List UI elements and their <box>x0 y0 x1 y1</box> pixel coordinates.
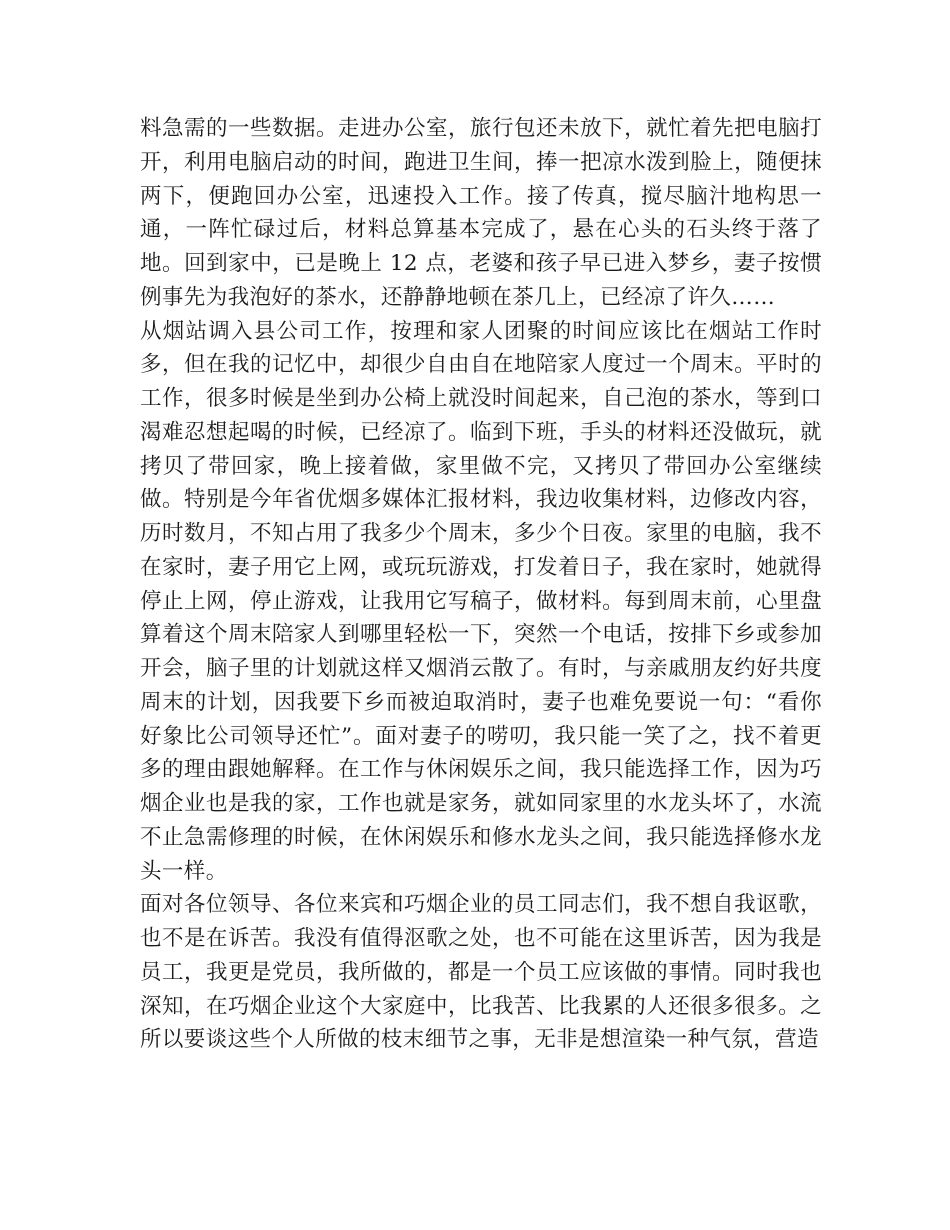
paragraph-1: 料急需的一些数据。走进办公室，旅行包还未放下，就忙着先把电脑打开，利用电脑启动的时间，跑进卫生间，捧一把凉水泼到脸上，随便抹两下，便跑回办公室，迅速投入工作。接了传真，搅尽脑汁地构思一通，一阵忙碌过后，材料总算基本完成了，悬在心头的石头终于落了地。回到家中，已是晚上 12 点，老婆和孩子早已进入梦乡，妻子按惯例事先为我泡好的茶水，还静静地顿在茶几上，已经凉了许久…… <box>140 116 822 310</box>
paragraph-2: 从烟站调入县公司工作，按理和家人团聚的时间应该比在烟站工作时多，但在我的记忆中，却很少自由自在地陪家人度过一个周末。平时的工作，很多时候是坐到办公椅上就没时间起来，自己泡的茶水，等到口渴难忍想起喝的时候，已经凉了。临到下班，手头的材料还没做玩，就拷贝了带回家，晚上接着做，家里做不完，又拷贝了带回办公室继续做。特别是今年省优烟多媒体汇报材料，我边收集材料，边修改内容，历时数月，不知占用了我多少个周末，多少个日夜。家里的电脑，我不在家时，妻子用它上网，或玩玩游戏，打发着日子，我在家时，她就得停止上网，停止游戏，让我用它写稿子，做材料。每到周末前，心里盘算着这个周末陪家人到哪里轻松一下，突然一个电话，按排下乡或参加开会，脑子里的计划就这样又烟消云散了。有时，与亲戚朋友约好共度周末的计划，因我要下乡而被迫取消时，妻子也难免要说一句：“看你好象比公司领导还忙”。面对妻子的唠叨，我只能一笑了之，找不着更多的理由跟她解释。在工作与休闲娱乐之间，我只能选择工作，因为巧烟企业也是我的家，工作也就是家务，就如同家里的水龙头坏了，水流不止急需修理的时候，在休闲娱乐和修水龙头之间，我只能选择修水龙头一样。 <box>140 318 822 884</box>
paragraph-3: 面对各位领导、各位来宾和巧烟企业的员工同志们，我不想自我讴歌，也不是在诉苦。我没有值得沤歌之处，也不可能在这里诉苦，因为我是员工，我更是党员，我所做的，都是一个员工应该做的事情。同时我也深知，在巧烟企业这个大家庭中，比我苦、比我累的人还很多很多。之所以要谈这些个人所做的枝末细节之事，无非是想渲染一种气氛，营造 <box>140 892 822 1053</box>
body-text <box>140 112 822 1057</box>
